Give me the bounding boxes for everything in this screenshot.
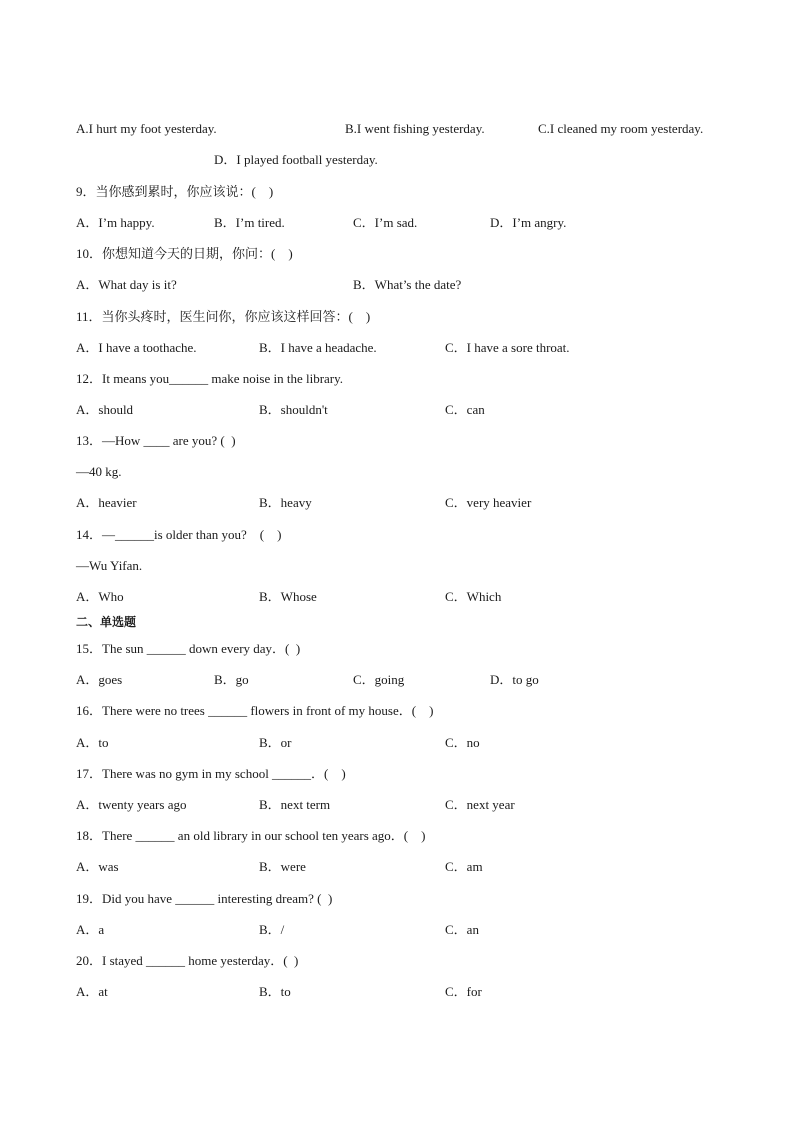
q20-option-b: B．to — [259, 984, 291, 999]
question-19-stem: 19．Did you have ______ interesting dream? ( ) — [76, 891, 333, 906]
question-20-stem: 20．I stayed ______ home yesterday．( ) — [76, 953, 299, 968]
q17-option-a: A．twenty years ago — [76, 797, 187, 812]
q16-option-a: A．to — [76, 735, 109, 750]
q19-option-a: A．a — [76, 922, 105, 937]
q19-option-c: C．an — [445, 922, 479, 937]
q15-option-c: C．going — [353, 672, 405, 687]
q8-option-d: D．I played football yesterday. — [214, 152, 378, 167]
section-title: 二、单选题 — [76, 615, 137, 629]
q10-option-b: B．What’s the date? — [353, 277, 462, 292]
question-14-answer-line: —Wu Yifan. — [76, 558, 143, 573]
q18-option-c: C．am — [445, 859, 483, 874]
question-16-stem: 16．There were no trees ______ flowers in front of my house．( ) — [76, 703, 434, 718]
q19-option-b: B．/ — [259, 922, 285, 937]
q18-option-a: A．was — [76, 859, 119, 874]
q17-option-b: B．next term — [259, 797, 331, 812]
q9-option-c: C．I’m sad. — [353, 215, 418, 230]
q13-option-b: B．heavy — [259, 495, 312, 510]
q14-option-c: C．Which — [445, 589, 502, 604]
q15-option-a: A．goes — [76, 672, 123, 687]
question-11-stem: 11．当你头疼时，医生问你，你应该这样回答：( ) — [76, 309, 371, 324]
q14-option-a: A．Who — [76, 589, 124, 604]
q12-option-b: B．shouldn't — [259, 402, 328, 417]
q9-option-d: D．I’m angry. — [490, 215, 567, 230]
question-10-stem: 10．你想知道今天的日期，你问：( ) — [76, 246, 293, 261]
q20-option-a: A．at — [76, 984, 108, 999]
q14-option-b: B．Whose — [259, 589, 317, 604]
question-9-stem: 9．当你感到累时，你应该说：( ) — [76, 184, 274, 199]
q18-option-b: B．were — [259, 859, 306, 874]
q15-option-d: D．to go — [490, 672, 539, 687]
question-12-stem: 12．It means you______ make noise in the library. — [76, 371, 344, 386]
q13-option-c: C．very heavier — [445, 495, 532, 510]
q16-option-c: C．no — [445, 735, 480, 750]
q9-option-a: A．I’m happy. — [76, 215, 155, 230]
q11-option-a: A．I have a toothache. — [76, 340, 197, 355]
q16-option-b: B．or — [259, 735, 292, 750]
q8-option-b: B.I went fishing yesterday. — [345, 121, 485, 136]
q8-option-c: C.I cleaned my room yesterday. — [538, 121, 704, 136]
question-15-stem: 15．The sun ______ down every day．( ) — [76, 641, 301, 656]
q12-option-a: A．should — [76, 402, 134, 417]
q9-option-b: B．I’m tired. — [214, 215, 285, 230]
question-13-answer-line: —40 kg. — [76, 464, 122, 479]
question-17-stem: 17．There was no gym in my school ______．( ) — [76, 766, 346, 781]
q20-option-c: C．for — [445, 984, 482, 999]
q11-option-c: C．I have a sore throat. — [445, 340, 570, 355]
q11-option-b: B．I have a headache. — [259, 340, 377, 355]
q17-option-c: C．next year — [445, 797, 515, 812]
question-13-stem: 13．—How ____ are you? ( ) — [76, 433, 236, 448]
q15-option-b: B．go — [214, 672, 249, 687]
q8-option-a: A.I hurt my foot yesterday. — [76, 121, 217, 136]
question-18-stem: 18．There ______ an old library in our school ten years ago．( ) — [76, 828, 426, 843]
question-14-stem: 14．—______is older than you? ( ) — [76, 527, 282, 542]
q10-option-a: A．What day is it? — [76, 277, 177, 292]
q13-option-a: A．heavier — [76, 495, 137, 510]
q12-option-c: C．can — [445, 402, 485, 417]
